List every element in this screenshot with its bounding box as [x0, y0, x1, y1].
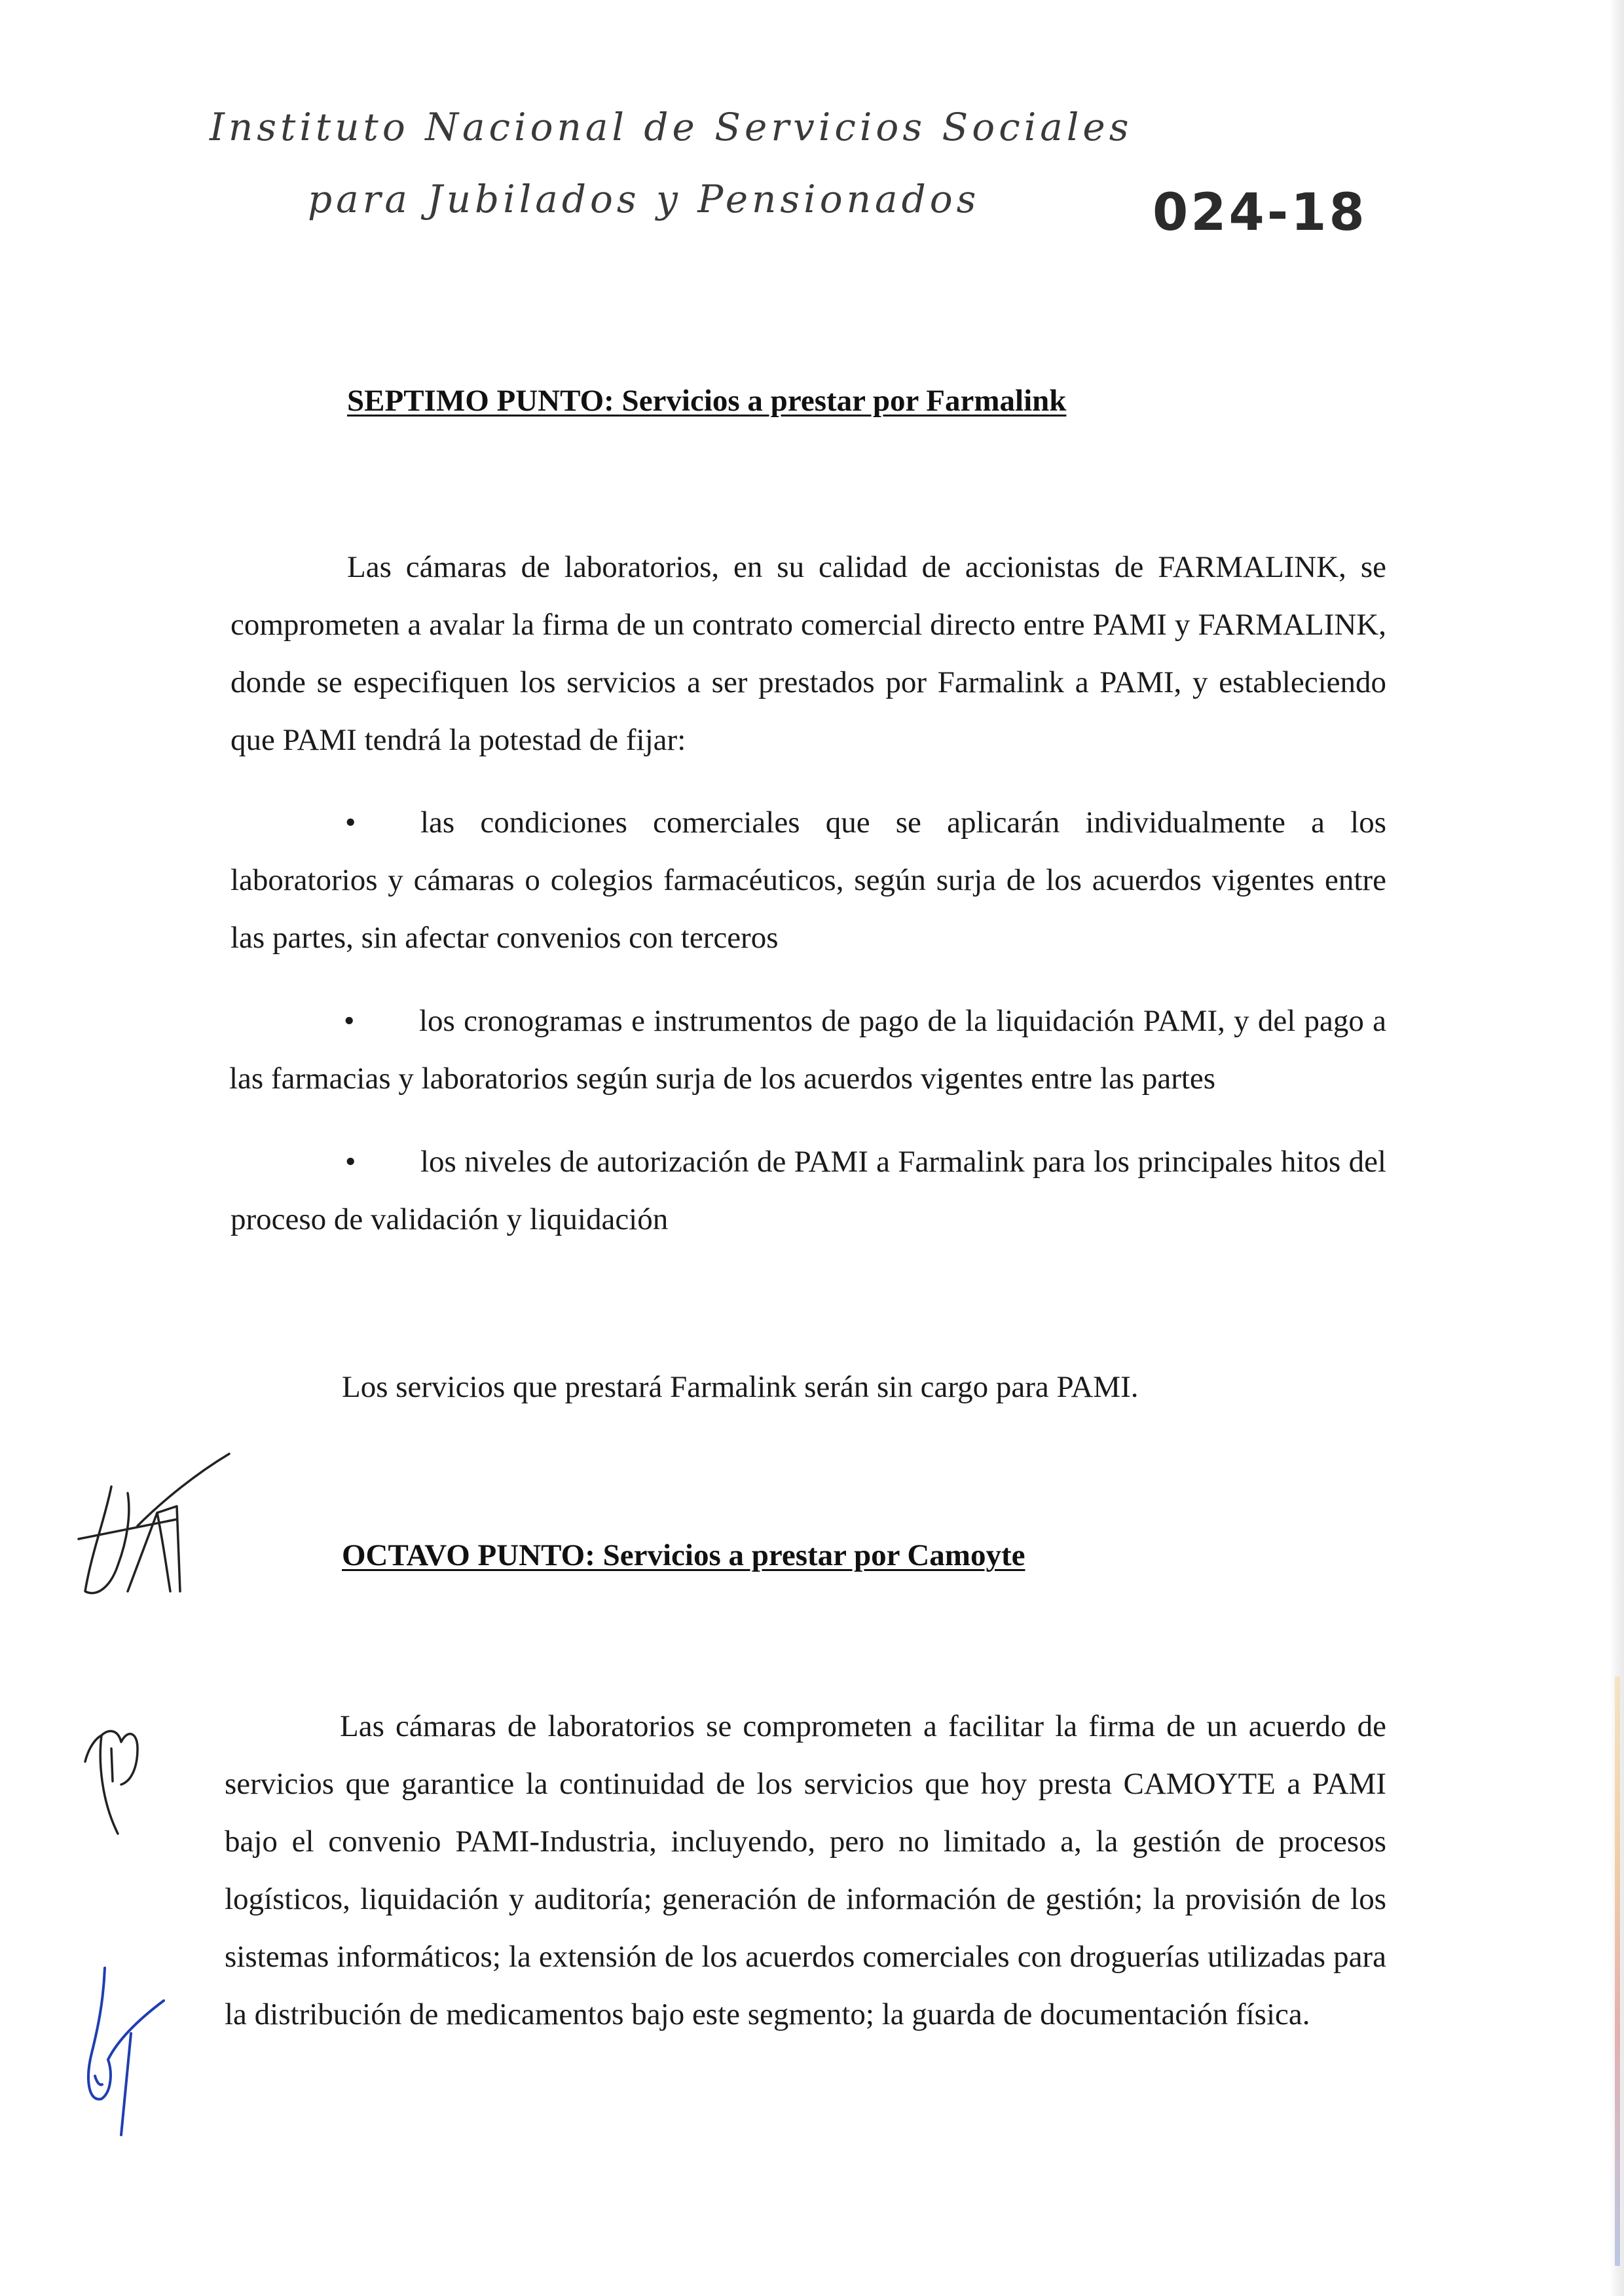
document-number: 024-18 [1153, 183, 1367, 242]
institution-header-line2: para Jubilados y Pensionados [308, 177, 980, 221]
bullet-item [231, 1133, 1386, 1248]
bullet-item [229, 992, 1386, 1107]
scan-color-strip [1615, 1676, 1620, 2266]
section-septimo-closing: Los servicios que prestará Farmalink serán sin cargo para PAMI. [342, 1370, 1139, 1404]
institution-header-line1: Instituto Nacional de Servicios Sociales [210, 105, 1133, 149]
section-title-septimo: SEPTIMO PUNTO: Servicios a prestar por Farmalink [347, 384, 1067, 418]
bullet-text: las condiciones comerciales que se aplicarán individualmente a los laboratorios y cámaras o colegios farmacéuticos, según surja de los acuerdos vigentes entre las partes, sin afectar convenios con terceros [231, 805, 1386, 955]
bullet-dot: • [345, 1145, 356, 1179]
section-octavo-paragraph: Las cámaras de laboratorios se comprometen a facilitar la firma de un acuerdo de servicios que garantice la continuidad de los servicios que hoy presta CAMOYTE a PAMI bajo el convenio PAMI-Industria, incluyendo, pero no limitado a, la gestión de procesos logísticos, liquidación y auditoría; generación de información de gestión; la provisión de los sistemas informáticos; la extensión de los acuerdos comerciales con droguerías utilizadas para la distribución de medicamentos bajo este segmento; la guarda de documentación física. [225, 1709, 1386, 2031]
bullet-text: los cronogramas e instrumentos de pago de la liquidación PAMI, y del pago a las farmacias y laboratorios según surja de los acuerdos vigentes entre las partes [229, 1004, 1386, 1096]
bullet-text: los niveles de autorización de PAMI a Farmalink para los principales hitos del proceso de validación y liquidación [231, 1145, 1386, 1236]
bullet-dot: • [344, 1004, 355, 1038]
signature-initials-3 [72, 1961, 177, 2138]
section-septimo-paragraph: Las cámaras de laboratorios, en su calidad de accionistas de FARMALINK, se comprometen a avalar la firma de un contrato comercial directo entre PAMI y FARMALINK, donde se especifiquen los servicios a ser prestados por Farmalink a PAMI, y estableciendo que PAMI tendrá la potestad de fijar: [231, 550, 1386, 757]
signature-initials-2 [72, 1709, 151, 1840]
bullet-dot: • [345, 805, 356, 840]
section-title-octavo: OCTAVO PUNTO: Servicios a prestar por Camoyte [342, 1538, 1025, 1572]
signature-initials-1 [65, 1441, 236, 1611]
bullet-item [231, 794, 1386, 967]
